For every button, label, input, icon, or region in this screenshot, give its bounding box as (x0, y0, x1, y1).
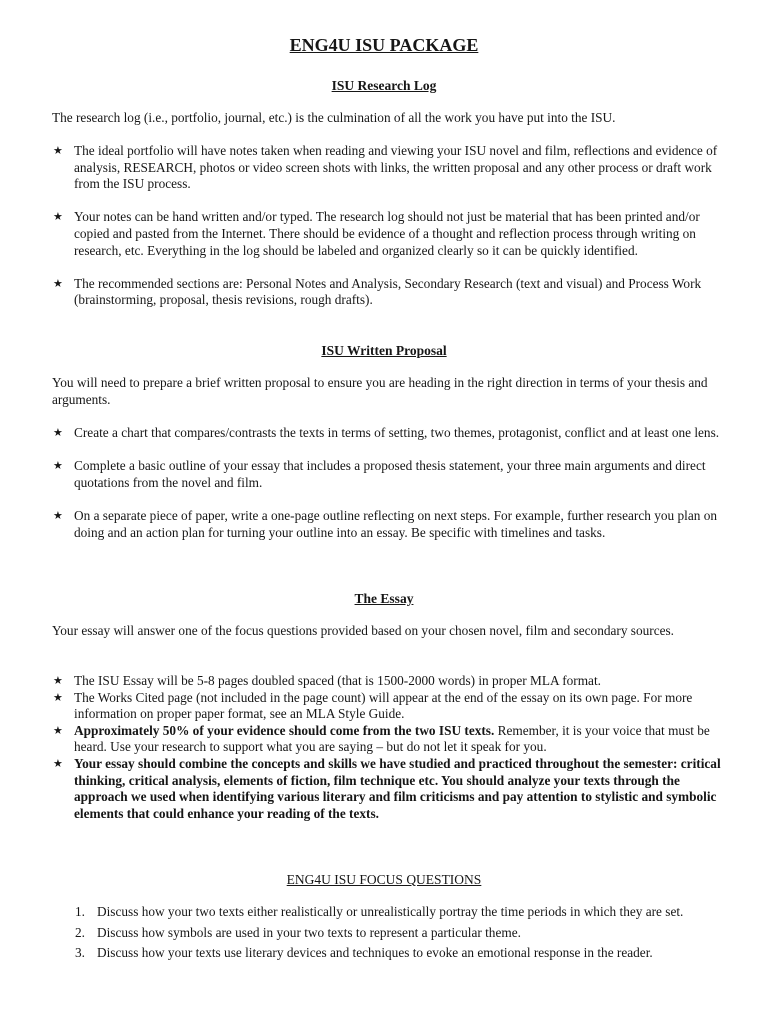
focus-questions-heading: ENG4U ISU FOCUS QUESTIONS (286, 872, 482, 887)
star-bullet-icon: ★ (53, 690, 63, 704)
list-item: ★ On a separate piece of paper, write a one-page outline reflecting on next steps. For example, further research you plan on doing and an action plan for turning your outline into an essay. Be specific with timelines and tasks. (53, 507, 717, 540)
written-proposal-bullets (52, 425, 722, 558)
list-item: ★ The ISU Essay will be 5-8 pages doubled spaced (that is 1500-2000 words) in proper MLA format. (53, 673, 601, 688)
list-item: ★ The recommended sections are: Personal Notes and Analysis, Secondary Research (text and visual) and Process Work (brainstorming, proposal, thesis revisions, rough drafts). (53, 275, 702, 308)
list-item: ★ Complete a basic outline of your essay that includes a proposed thesis statement, your three main arguments and direct quotations from the novel and film. (53, 458, 706, 490)
star-bullet-icon: ★ (53, 674, 63, 687)
star-bullet-icon: ★ (53, 723, 63, 737)
research-log-intro: The research log (i.e., portfolio, journal, etc.) is the culmination of all the work you have put into the ISU. (52, 110, 616, 125)
focus-questions-list (75, 904, 720, 966)
list-item: 2. Discuss how symbols are used in your two texts to represent a particular theme. (75, 924, 521, 940)
star-bullet-icon: ★ (53, 459, 63, 473)
star-bullet-icon: ★ (53, 508, 63, 522)
document-title: ENG4U ISU PACKAGE (289, 35, 479, 55)
list-item: ★ The Works Cited page (not included in the page count) will appear at the end of the essay on its own page. For more information on proper paper format, see an MLA Style Guide. (53, 689, 693, 722)
research-log-bullets (52, 143, 722, 326)
list-item: ★ Create a chart that compares/contrasts the texts in terms of setting, two themes, protagonist, conflict and at least one lens. (53, 425, 720, 440)
essay-intro: Your essay will answer one of the focus questions provided based on your chosen novel, film and secondary sources. (52, 623, 674, 638)
list-item: ★ Approximately 50% of your evidence should come from the two ISU texts. Remember, it is your voice that must be heard. Use your research to support what you are saying – but do not let it speak for you. (53, 722, 710, 755)
list-item: ★ Your essay should combine the concepts and skills we have studied and practiced throughout the semester: critical thinking, critical analysis, elements of fiction, film technique etc. You should analyze your texts through the approach we used when identifying various literary and film criticisms and pay attention to stylistic and symbolic elements that could enhance your reading of the texts. (53, 755, 721, 821)
evidence-emphasis: Approximately 50% of your evidence should come from the two ISU texts. (74, 722, 495, 738)
list-item: ★ Your notes can be hand written and/or typed. The research log should not just be material that has been printed and/or copied and pasted from the Internet. There should be evidence of a thought and reflection process through writing on research, etc. Everything in the log should be labeled and organized clearly so it can be quickly identified. (53, 209, 700, 258)
written-proposal-heading: ISU Written Proposal (321, 343, 447, 358)
star-bullet-icon: ★ (53, 210, 63, 224)
list-item: ★ The ideal portfolio will have notes taken when reading and viewing your ISU novel and film, reflections and evidence of analysis, RESEARCH, photos or video screen shots with links, the written proposal and any other process or draft work from the ISU process. (53, 143, 718, 192)
list-item: 1. Discuss how your two texts either realistically or unrealistically portray the time periods in which they are set. (75, 904, 684, 919)
star-bullet-icon: ★ (53, 756, 63, 770)
essay-bullets (52, 673, 722, 822)
star-bullet-icon: ★ (53, 276, 63, 290)
essay-heading: The Essay (354, 591, 414, 606)
star-bullet-icon: ★ (53, 144, 63, 157)
star-bullet-icon: ★ (53, 426, 63, 439)
written-proposal-intro: You will need to prepare a brief written proposal to ensure you are heading in the right direction in terms of your thesis and arguments. (52, 375, 708, 407)
research-log-heading: ISU Research Log (331, 78, 437, 93)
list-item: 3. Discuss how your texts use literary devices and techniques to evoke an emotional response in the reader. (75, 945, 653, 961)
